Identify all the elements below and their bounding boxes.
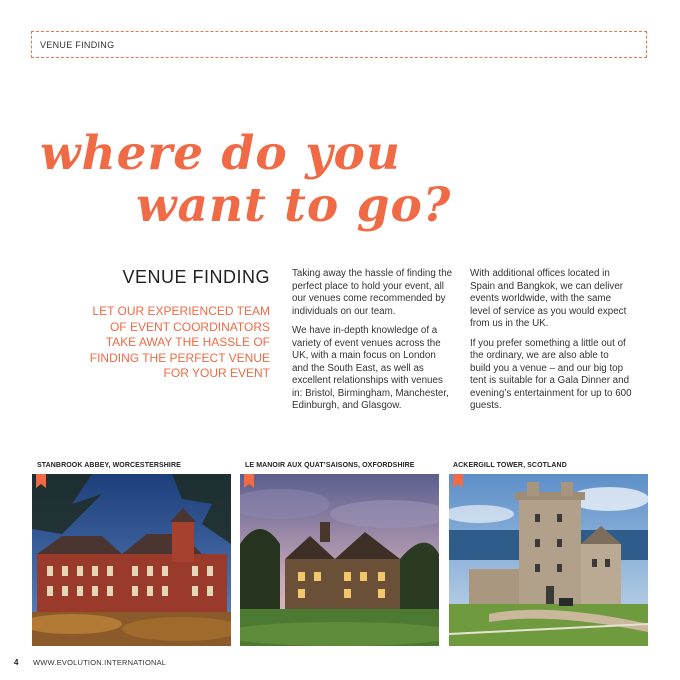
bookmark-icon — [36, 474, 46, 488]
body-paragraph: With additional offices located in Spain and Bangkok, we can deliver events worldwide, with the same level of service as you would expect from us in the UK. — [470, 268, 627, 329]
section-header-label: VENUE FINDING — [40, 40, 115, 50]
section-header-box — [31, 31, 647, 58]
headline — [40, 128, 451, 232]
bookmark-icon — [453, 474, 463, 488]
body-paragraph: Taking away the hassle of finding the perfect place to hold your event, all our venues come recommended by individuals on our team. — [292, 268, 453, 317]
body-column-2 — [470, 268, 632, 420]
venue-photo-stanbrook-abbey — [32, 474, 231, 646]
bookmark-icon — [244, 474, 254, 488]
headline-line-2: want to go? — [136, 178, 452, 233]
footer-url[interactable]: WWW.EVOLUTION.INTERNATIONAL — [33, 658, 167, 667]
body-paragraph: We have in-depth knowledge of a variety of event venues across the UK, with a main focus on London and the South East, as well as excellent relationships with venues in: Bristol, Birmingham, Manchester, Edinburgh, and Glasgow. — [292, 325, 449, 411]
venue-photo-ackergill-tower — [449, 474, 648, 646]
body-column-1 — [292, 268, 454, 420]
section-title: VENUE FINDING — [122, 267, 270, 287]
venue-caption-stanbrook: STANBROOK ABBEY, WORCESTERSHIRE — [37, 462, 181, 469]
headline-line-1: where do you — [40, 126, 401, 181]
page-number: 4 — [14, 658, 19, 667]
venue-caption-le-manoir: LE MANOIR AUX QUAT’SAISONS, OXFORDSHIRE — [245, 462, 415, 469]
venue-photo-le-manoir — [240, 474, 439, 646]
venue-caption-ackergill: ACKERGILL TOWER, SCOTLAND — [453, 462, 567, 469]
section-subtitle: LET OUR EXPERIENCED TEAM OF EVENT COORDINATORS TAKE AWAY THE HASSLE OF FINDING THE PERFECT VENUE FOR YOUR EVENT — [89, 304, 270, 380]
body-paragraph: If you prefer something a little out of the ordinary, we are also able to build you a venue – and our big top tent is suitable for a Gala Dinner and evening’s entertainment for up to 600 guests. — [470, 337, 632, 411]
